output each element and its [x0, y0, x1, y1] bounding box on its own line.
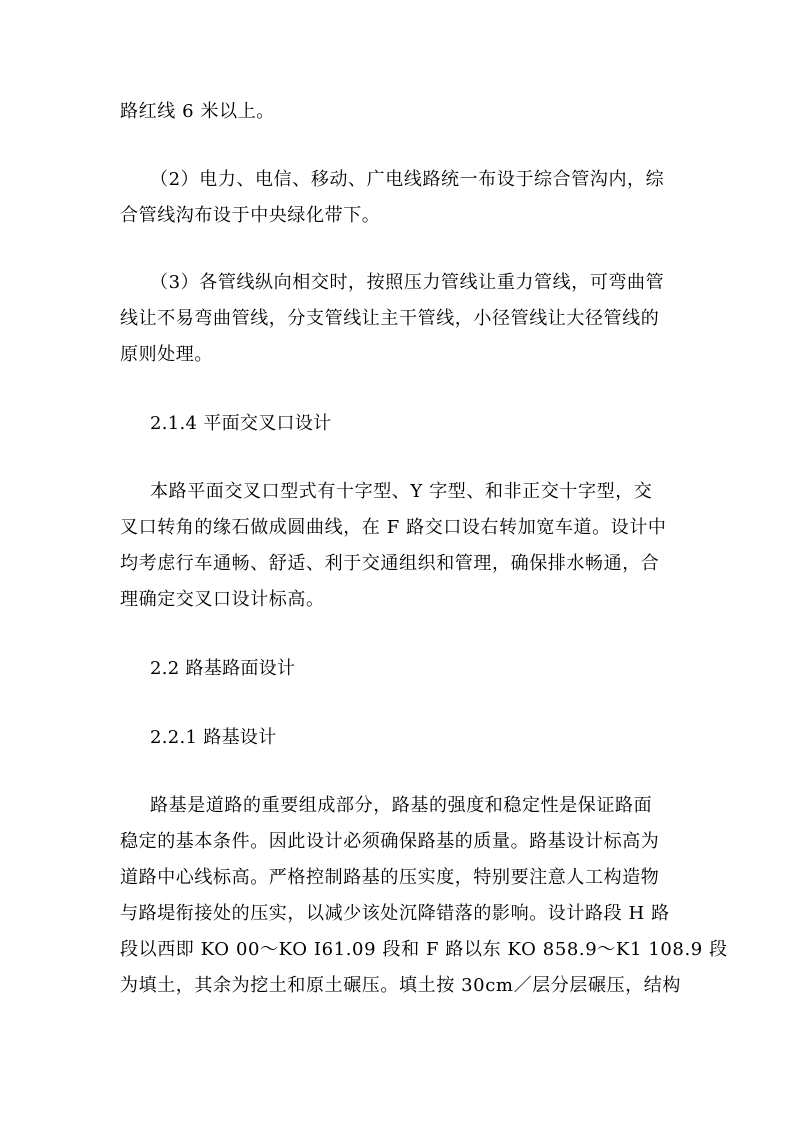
- paragraph-item-3-line-3: 原则处理。: [120, 344, 213, 365]
- paragraph-intersection-line-4: 理确定交叉口设计标高。: [120, 589, 325, 610]
- section-heading-2-2: 2.2 路基路面设计: [150, 658, 296, 679]
- section-heading-2-2-1: 2.2.1 路基设计: [150, 727, 277, 748]
- paragraph-subgrade-line-5: 段以西即 KO 00～KO I61.09 段和 F 路以东 KO 858.9～K1 108.9 段: [120, 939, 728, 960]
- paragraph-subgrade-line-4: 与路堤衔接处的压实，以减少该处沉降错落的影响。设计路段 H 路: [120, 903, 670, 924]
- paragraph-item-3-line-2: 线让不易弯曲管线，分支管线让主干管线，小径管线让大径管线的: [120, 308, 660, 329]
- paragraph-subgrade-line-1: 路基是道路的重要组成部分，路基的强度和稳定性是保证路面: [150, 795, 653, 816]
- paragraph-intersection-line-2: 叉口转角的缘石做成圆曲线，在 F 路交口设右转加宽车道。设计中: [120, 517, 667, 538]
- paragraph-item-2-line-2: 合管线沟布设于中央绿化带下。: [120, 205, 381, 226]
- paragraph-subgrade-line-3: 道路中心线标高。严格控制路基的压实度，特别要注意人工构造物: [120, 867, 660, 888]
- paragraph-item-3-line-1: （3）各管线纵向相交时，按照压力管线让重力管线，可弯曲管: [150, 272, 665, 293]
- section-heading-2-1-4: 2.1.4 平面交叉口设计: [150, 413, 332, 434]
- paragraph-subgrade-line-2: 稳定的基本条件。因此设计必须确保路基的质量。路基设计标高为: [120, 831, 660, 852]
- paragraph-continuation-line: 路红线 6 米以上。: [120, 101, 275, 122]
- paragraph-item-2-line-1: （2）电力、电信、移动、广电线路统一布设于综合管沟内，综: [150, 169, 665, 190]
- paragraph-subgrade-line-6: 为填土，其余为挖土和原土碾压。填土按 30cm／层分层碾压，结构: [120, 975, 681, 996]
- paragraph-intersection-line-1: 本路平面交叉口型式有十字型、Y 字型、和非正交十字型，交: [150, 481, 653, 502]
- paragraph-intersection-line-3: 均考虑行车通畅、舒适、利于交通组织和管理，确保排水畅通，合: [120, 553, 660, 574]
